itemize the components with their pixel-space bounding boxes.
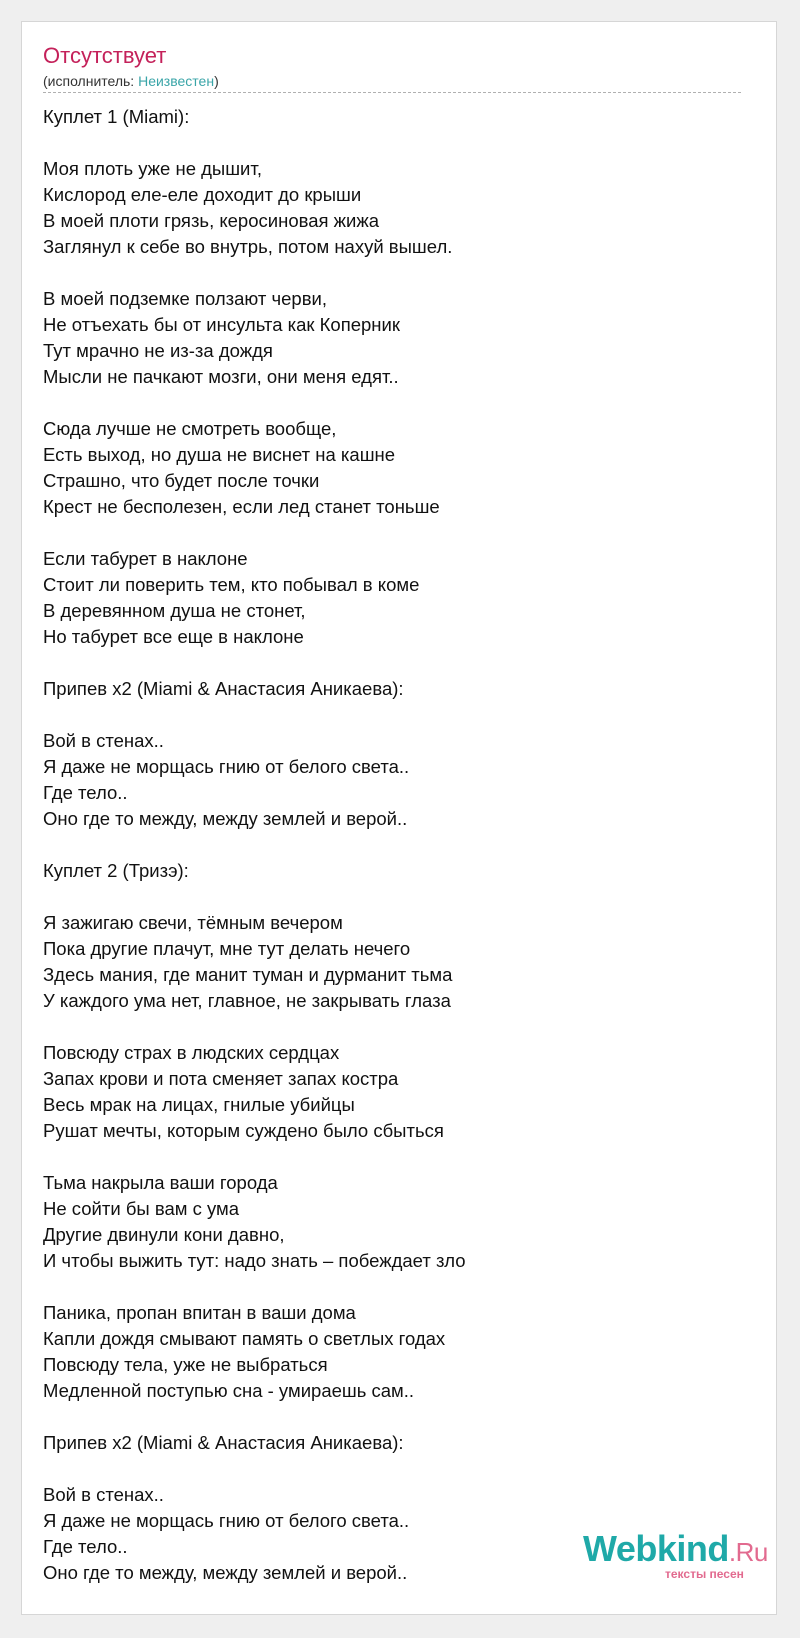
lyric-line: У каждого ума нет, главное, не закрывать глаза xyxy=(43,990,451,1011)
lyric-line: Но табурет все еще в наклоне xyxy=(43,626,304,647)
lyric-line: Вой в стенах.. xyxy=(43,1484,164,1505)
lyric-line: Крест не бесполезен, если лед станет тоньше xyxy=(43,496,440,517)
logo-wordmark xyxy=(583,1529,768,1572)
lyric-blank-line xyxy=(43,884,466,910)
lyric-line: Страшно, что будет после точки xyxy=(43,470,320,491)
logo-tagline: тексты песен xyxy=(665,1567,744,1581)
lyric-line: Рушат мечты, которым суждено было сбыться xyxy=(43,1120,444,1141)
webkind-logo[interactable] xyxy=(583,1529,783,1584)
lyric-line: Где тело.. xyxy=(43,782,128,803)
lyric-line: Я даже не морщась гнию от белого света.. xyxy=(43,756,410,777)
lyric-line: Сюда лучше не смотреть вообще, xyxy=(43,418,337,439)
lyric-blank-line xyxy=(43,1144,466,1170)
lyric-line: В деревянном душа не стонет, xyxy=(43,600,306,621)
lyric-line: Другие двинули кони давно, xyxy=(43,1224,285,1245)
lyric-line: Куплет 2 (Тризэ): xyxy=(43,860,189,881)
artist-prefix: (исполнитель: xyxy=(43,73,139,89)
lyric-blank-line xyxy=(43,1274,466,1300)
lyric-line: Моя плоть уже не дышит, xyxy=(43,158,262,179)
lyric-blank-line xyxy=(43,390,466,416)
lyric-blank-line xyxy=(43,1014,466,1040)
lyric-line: Пока другие плачут, мне тут делать нечего xyxy=(43,938,411,959)
logo-tld: .Ru xyxy=(728,1537,768,1567)
lyric-blank-line xyxy=(43,650,466,676)
artist-line xyxy=(43,73,219,89)
lyrics-text xyxy=(43,104,466,1586)
lyric-line: Паника, пропан впитан в ваши дома xyxy=(43,1302,356,1323)
lyrics-card xyxy=(21,21,777,1615)
lyric-line: Припев x2 (Miami & Анастасия Аникаева): xyxy=(43,1432,404,1453)
lyric-line: В моей подземке ползают черви, xyxy=(43,288,328,309)
song-title: Отсутствует xyxy=(43,43,167,68)
lyric-line: Вой в стенах.. xyxy=(43,730,164,751)
lyric-line: Куплет 1 (Miami): xyxy=(43,106,190,127)
lyric-line: Заглянул к себе во внутрь, потом нахуй вышел. xyxy=(43,236,453,257)
lyric-line: Весь мрак на лицах, гнилые убийцы xyxy=(43,1094,355,1115)
lyric-blank-line xyxy=(43,702,466,728)
lyric-line: Не отъехать бы от инсульта как Коперник xyxy=(43,314,400,335)
lyric-line: Я даже не морщась гнию от белого света.. xyxy=(43,1510,410,1531)
lyric-blank-line xyxy=(43,520,466,546)
header-divider xyxy=(43,92,741,93)
lyric-line: Запах крови и пота сменяет запах костра xyxy=(43,1068,399,1089)
lyric-blank-line xyxy=(43,260,466,286)
lyric-line: Где тело.. xyxy=(43,1536,128,1557)
lyric-line: Медленной поступью сна - умираешь сам.. xyxy=(43,1380,415,1401)
lyric-blank-line xyxy=(43,1456,466,1482)
lyric-line: И чтобы выжить тут: надо знать – побеждает зло xyxy=(43,1250,466,1271)
artist-link[interactable]: Неизвестен xyxy=(138,73,215,89)
lyric-line: Оно где то между, между землей и верой.. xyxy=(43,808,408,829)
lyric-blank-line xyxy=(43,832,466,858)
lyric-line: В моей плоти грязь, керосиновая жижа xyxy=(43,210,380,231)
lyric-line: Капли дождя смывают память о светлых годах xyxy=(43,1328,446,1349)
lyric-line: Не сойти бы вам с ума xyxy=(43,1198,240,1219)
lyric-line: Повсюду страх в людских сердцах xyxy=(43,1042,340,1063)
lyric-line: Припев x2 (Miami & Анастасия Аникаева): xyxy=(43,678,404,699)
artist-suffix: ) xyxy=(214,73,219,89)
lyric-line: Стоит ли поверить тем, кто побывал в коме xyxy=(43,574,420,595)
lyric-line: Тьма накрыла ваши города xyxy=(43,1172,278,1193)
lyric-line: Повсюду тела, уже не выбраться xyxy=(43,1354,328,1375)
lyric-line: Мысли не пачкают мозги, они меня едят.. xyxy=(43,366,399,387)
lyric-line: Я зажигаю свечи, тёмным вечером xyxy=(43,912,343,933)
lyric-blank-line xyxy=(43,130,466,156)
lyric-line: Здесь мания, где манит туман и дурманит тьма xyxy=(43,964,453,985)
lyric-line: Кислород еле-еле доходит до крыши xyxy=(43,184,362,205)
logo-word: Webkind xyxy=(583,1528,729,1569)
lyric-blank-line xyxy=(43,1404,466,1430)
lyric-line: Если табурет в наклоне xyxy=(43,548,248,569)
lyric-line: Есть выход, но душа не виснет на кашне xyxy=(43,444,396,465)
lyric-line: Тут мрачно не из-за дождя xyxy=(43,340,273,361)
lyric-line: Оно где то между, между землей и верой.. xyxy=(43,1562,408,1583)
